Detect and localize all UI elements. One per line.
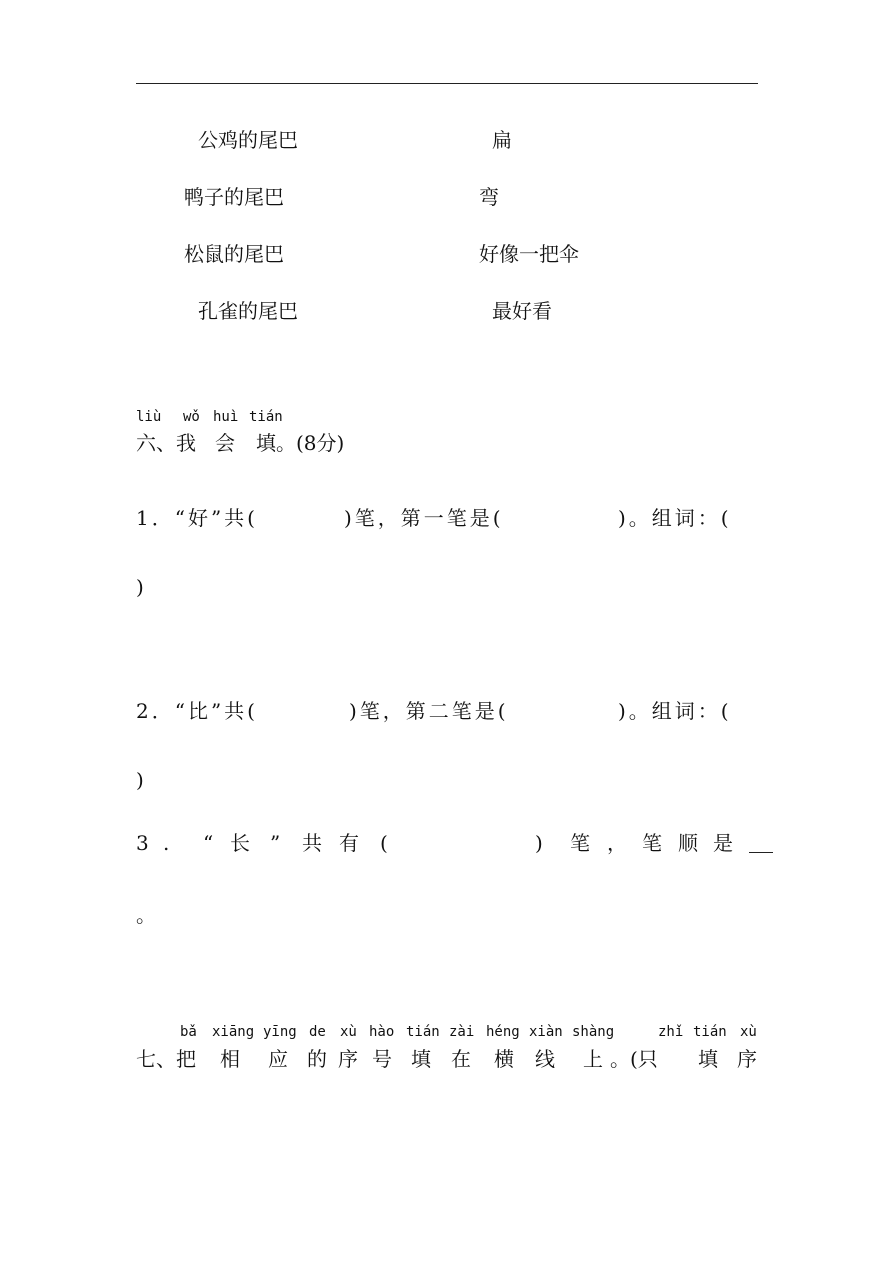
- q2-part3: )。组词：(: [618, 699, 732, 723]
- q3-char: ，: [607, 831, 627, 855]
- q3-char: .: [163, 831, 170, 855]
- section7-pinyin: shàng: [572, 1024, 615, 1040]
- section7-pinyin: tián: [406, 1024, 440, 1040]
- q3-char: 是: [713, 831, 733, 855]
- match-left-4: 孔雀的尾巴: [198, 299, 298, 323]
- section6-heading-part1: 六、我: [136, 431, 196, 455]
- section6-pinyin-4: tián: [249, 409, 283, 425]
- q3-end: 。: [136, 903, 156, 927]
- match-left-3: 松鼠的尾巴: [184, 242, 284, 266]
- q1-close: ): [136, 575, 144, 599]
- section7-pinyin: hào: [369, 1024, 395, 1040]
- section7-pinyin: xiāng: [212, 1024, 255, 1040]
- section7-pinyin: zhǐ: [658, 1024, 684, 1040]
- match-right-3: 好像一把伞: [479, 242, 579, 266]
- q3-char: ): [535, 831, 543, 855]
- section7-heading-char: 号: [372, 1047, 392, 1071]
- match-right-1: 扁: [492, 128, 512, 152]
- section7-heading-char: 横: [494, 1047, 514, 1071]
- section7-heading-char: 的: [307, 1047, 327, 1071]
- q2-part1: 2．“比”共(: [136, 699, 258, 723]
- q3-char: 笔: [570, 831, 590, 855]
- match-right-2: 弯: [479, 185, 499, 209]
- q1-part1: 1．“好”共(: [136, 506, 258, 530]
- section7-pinyin: xiàn: [529, 1024, 563, 1040]
- q3-char: 笔: [642, 831, 662, 855]
- section7-pinyin: bǎ: [180, 1024, 197, 1040]
- section7-pinyin: de: [309, 1024, 326, 1040]
- q3-answer-blank[interactable]: [749, 852, 773, 853]
- section7-heading-char: 填: [698, 1047, 718, 1071]
- q3-char: 长: [230, 831, 250, 855]
- section6-pinyin-2: wǒ: [183, 409, 200, 425]
- q3-char: ”: [270, 831, 281, 855]
- match-right-4: 最好看: [492, 299, 552, 323]
- q3-char: 有: [339, 831, 359, 855]
- match-left-1: 公鸡的尾巴: [198, 128, 298, 152]
- section7-pinyin: tián: [693, 1024, 727, 1040]
- section7-heading-char: 填: [411, 1047, 431, 1071]
- q1-part3: )。组词：(: [618, 506, 732, 530]
- section7-heading-char: 相: [220, 1047, 240, 1071]
- section7-heading-char: 应: [268, 1047, 288, 1071]
- section6-heading-part2: 会: [215, 431, 235, 455]
- q2-part2: )笔，第二笔是(: [349, 699, 509, 723]
- section7-heading-char: 线: [535, 1047, 555, 1071]
- section7-pinyin: zài: [449, 1024, 475, 1040]
- section6-heading-part3: 填。(8分): [256, 431, 345, 455]
- section7-heading-char: 上: [583, 1047, 603, 1071]
- q3-char: “: [203, 831, 214, 855]
- section7-pinyin: héng: [486, 1024, 520, 1040]
- q2-close: ): [136, 768, 144, 792]
- header-rule: [136, 83, 758, 84]
- q3-char: 共: [302, 831, 322, 855]
- match-left-2: 鸭子的尾巴: [184, 185, 284, 209]
- section7-heading-char: 。(只: [610, 1047, 658, 1071]
- q3-char: 3: [136, 831, 149, 855]
- section7-heading-char: 序: [338, 1047, 358, 1071]
- q3-char: 顺: [678, 831, 698, 855]
- section7-heading-char: 在: [451, 1047, 471, 1071]
- q3-char: (: [380, 831, 388, 855]
- section6-pinyin-3: huì: [213, 409, 239, 425]
- section7-pinyin: xù: [740, 1024, 757, 1040]
- section7-heading-char: 序: [737, 1047, 757, 1071]
- section7-heading-char: 七、把: [136, 1047, 196, 1071]
- section7-pinyin: yīng: [263, 1024, 297, 1040]
- section7-pinyin: xù: [340, 1024, 357, 1040]
- section6-pinyin-1: liù: [136, 409, 162, 425]
- q1-part2: )笔，第一笔是(: [344, 506, 504, 530]
